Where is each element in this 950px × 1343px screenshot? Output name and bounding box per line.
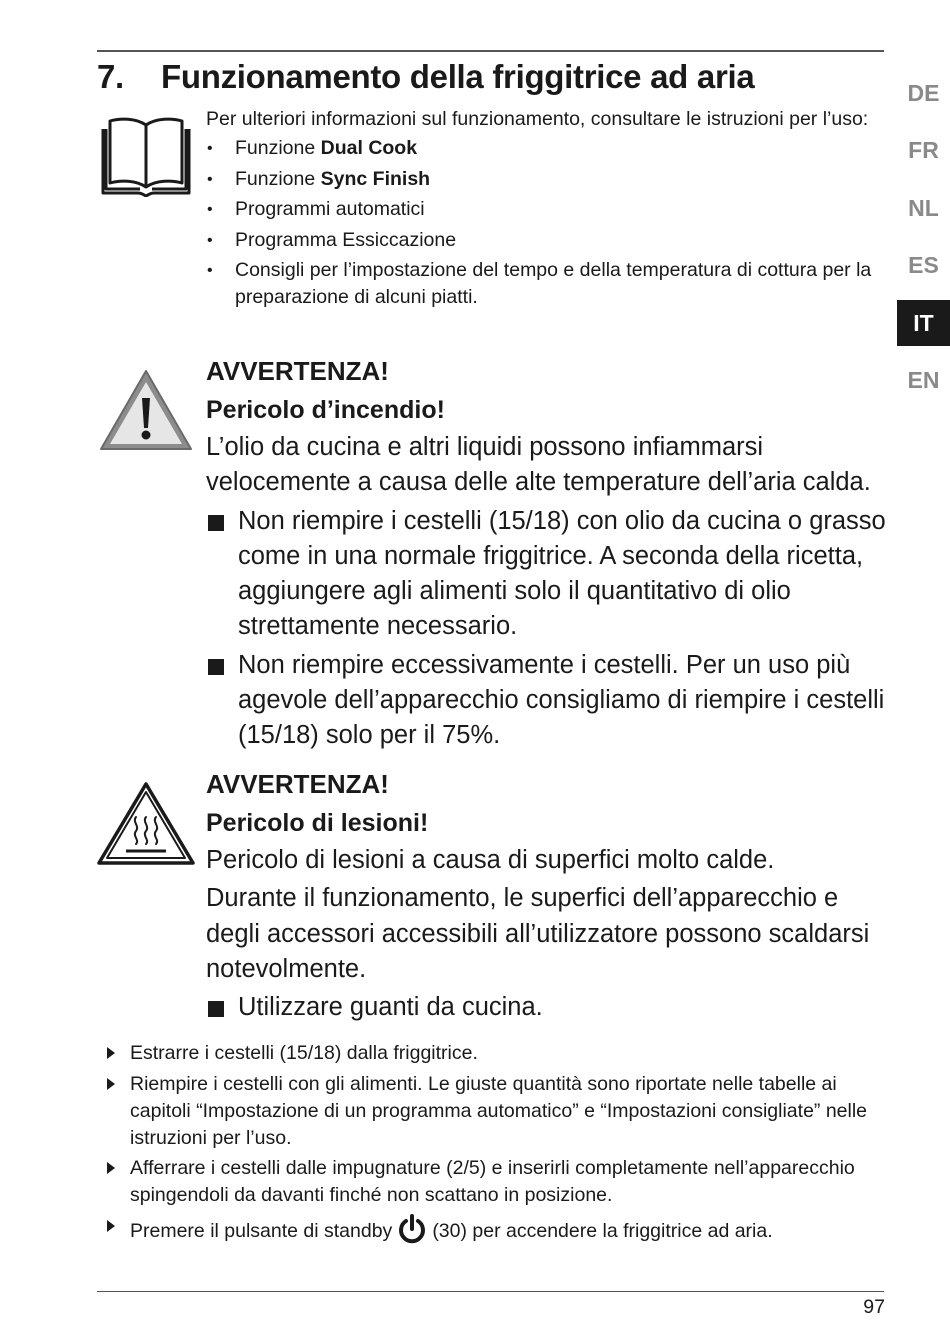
section-title: Funzionamento della friggitrice ad aria	[161, 58, 755, 95]
language-tabs	[897, 70, 950, 415]
step-item	[105, 1213, 890, 1245]
list-item: Non riempire eccessivamente i cestelli. Per un uso più agevole dell’apparecchio consigliamo di riempire i cestelli (15/18) solo per il 75%.	[206, 648, 890, 754]
hot-surface-icon	[96, 781, 196, 867]
page-number: 97	[863, 1296, 885, 1318]
top-rule	[97, 50, 884, 52]
list-item	[206, 166, 886, 193]
warning-title: AVVERTENZA!	[206, 769, 389, 799]
warning-injury-list	[206, 990, 890, 1025]
warning-fire-list	[206, 504, 890, 754]
general-warning-icon	[98, 368, 194, 452]
warning-text: Pericolo di lesioni a causa di superfici molto calde.	[206, 846, 775, 874]
list-item	[206, 135, 886, 162]
warning-text: Durante il funzionamento, le superfici dell’apparecchio e degli accessori accessibili all’utilizzatore possono scaldarsi notevolmente.	[206, 884, 870, 983]
list-item: Non riempire i cestelli (15/18) con olio da cucina o grasso come in una normale friggitrice. A seconda della ricetta, aggiungere agli alimenti solo il quantitativo di olio strettamente necessario.	[206, 504, 890, 645]
step-item: Riempire i cestelli con gli alimenti. Le giuste quantità sono riportate nelle tabelle ai capitoli “Impostazione di un programma automatico” e “Impostazioni consigliate” nelle istruzioni per l’uso.	[105, 1071, 890, 1152]
intro-text: Per ulteriori informazioni sul funzionamento, consultare le istruzioni per l’uso:	[206, 108, 869, 130]
manual-book-icon	[98, 113, 194, 197]
instruction-steps	[105, 1040, 890, 1248]
lang-tab-nl[interactable]: NL	[908, 194, 939, 221]
warning-title: AVVERTENZA!	[206, 356, 389, 386]
warning-subtitle: Pericolo d’incendio!	[206, 396, 445, 424]
warning-subtitle: Pericolo di lesioni!	[206, 809, 429, 837]
intro-block	[206, 106, 886, 315]
step-item: Estrarre i cestelli (15/18) dalla friggitrice.	[105, 1040, 890, 1067]
lang-tab-en[interactable]: EN	[907, 367, 940, 393]
step-text: Premere il pulsante di standby	[130, 1219, 393, 1242]
bullet-text: Consigli per l’impostazione del tempo e della temperatura di cottura per la preparazione di alcuni piatti.	[235, 259, 872, 308]
bullet-bold-text: Sync Finish	[320, 167, 431, 190]
step-item: Afferrare i cestelli dalle impugnature (2/5) e inserirli completamente nell’apparecchio spingendoli da davanti finché non scattano in posizione.	[105, 1155, 890, 1209]
section-number: 7.	[97, 58, 124, 95]
bullet-text: Programmi automatici	[235, 198, 425, 220]
list-item	[206, 257, 886, 311]
lang-tab-de[interactable]: DE	[907, 79, 940, 106]
lang-tab-fr[interactable]: FR	[908, 137, 939, 163]
warning-text: L’olio da cucina e altri liquidi possono infiammarsi velocemente a causa delle alte temperature dell’aria calda.	[206, 433, 871, 497]
warning-injury	[206, 765, 890, 1028]
step-text: (30) per accendere la friggitrice ad aria.	[432, 1219, 773, 1242]
bottom-rule	[97, 1291, 884, 1292]
warning-fire	[206, 352, 890, 757]
bullet-text: Funzione	[235, 167, 321, 190]
bullet-text: Funzione	[235, 137, 321, 159]
section-heading	[97, 58, 754, 96]
intro-bullet-list	[206, 135, 886, 311]
bullet-text: Programma Essiccazione	[235, 228, 457, 251]
list-item	[206, 196, 886, 223]
lang-tab-es[interactable]: ES	[908, 252, 939, 278]
lang-tab-it[interactable]: IT	[897, 300, 950, 346]
bullet-bold-text: Dual Cook	[320, 137, 418, 159]
list-item: Utilizzare guanti da cucina.	[206, 990, 890, 1025]
power-standby-icon	[396, 1213, 428, 1245]
list-item	[206, 227, 886, 254]
